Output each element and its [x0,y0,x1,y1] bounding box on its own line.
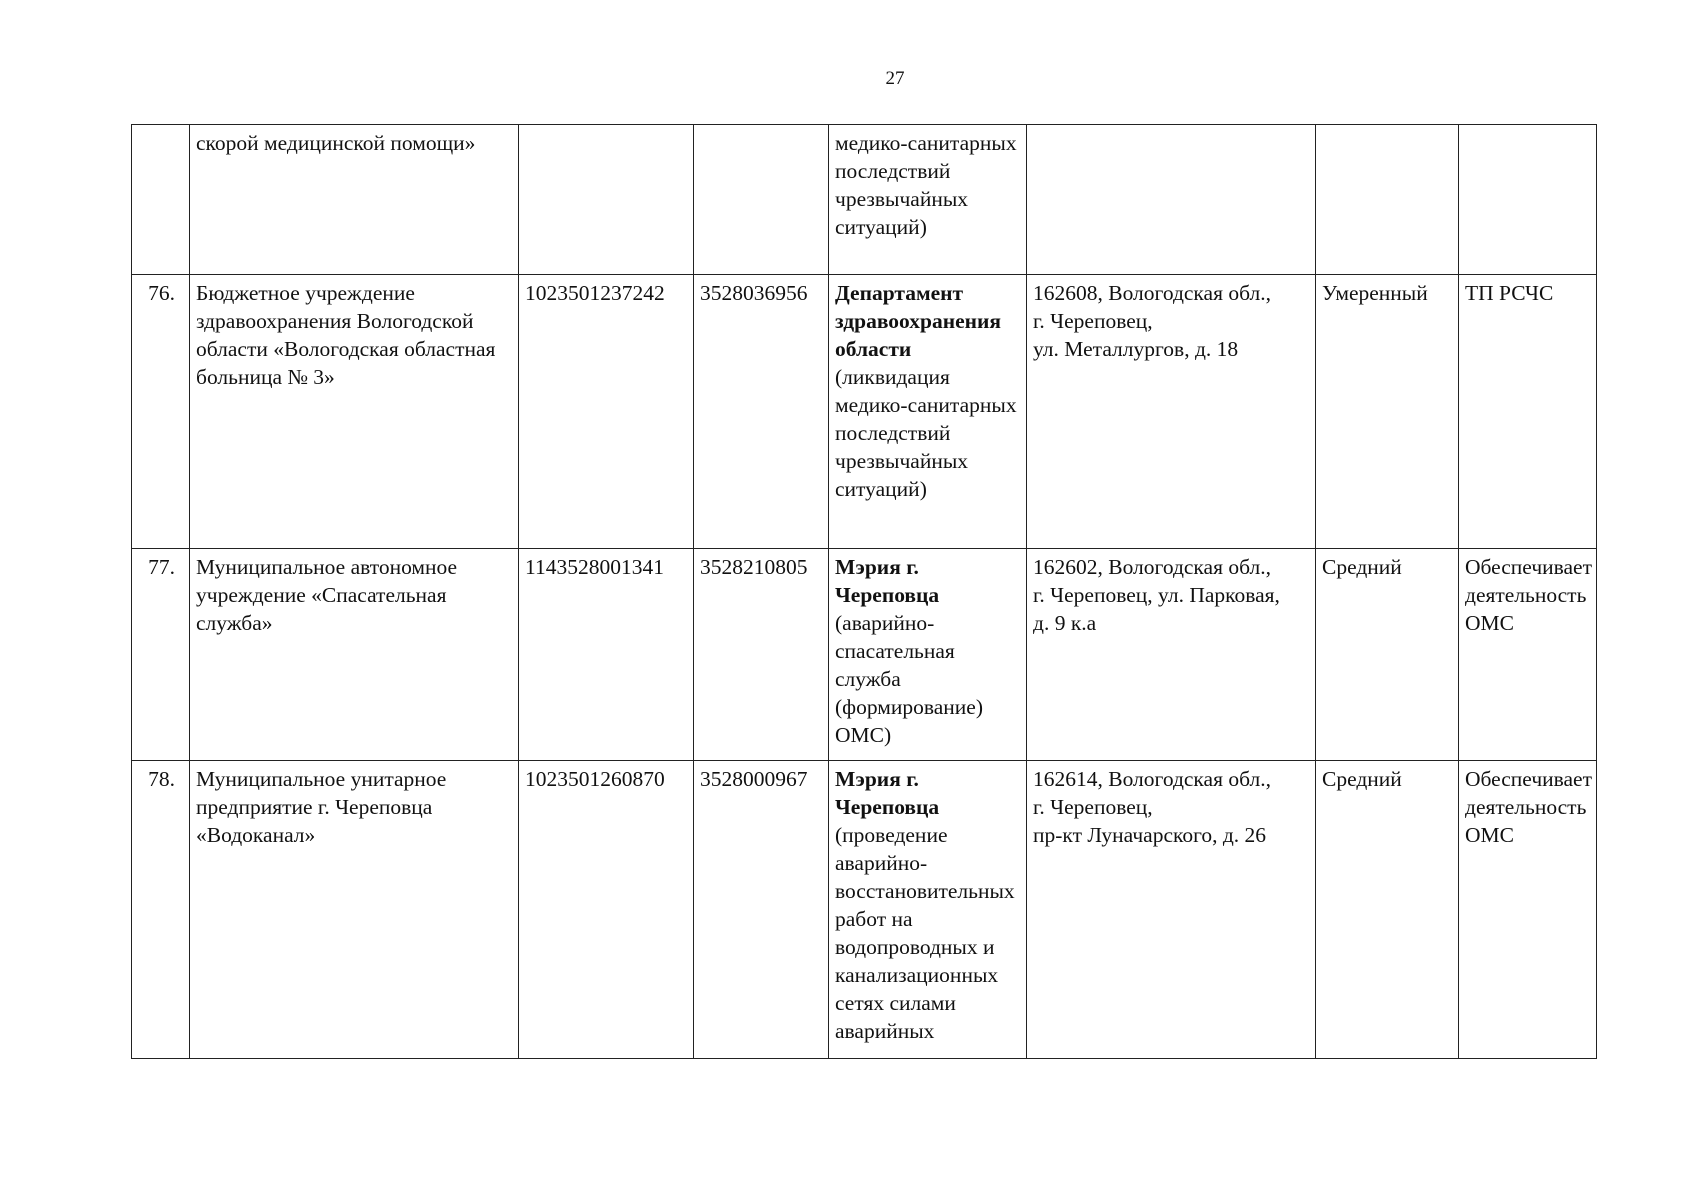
cell-number: 77. [132,549,190,761]
address-line: ул. Металлургов, д. 18 [1033,337,1239,361]
cell-inn: 3528036956 [694,275,829,549]
address-line: г. Череповец, [1033,795,1153,819]
cell-ogrn: 1023501260870 [519,761,694,1059]
cell-number [132,125,190,275]
table-row [132,275,1597,549]
cell-inn: 3528000967 [694,761,829,1059]
department-name: Мэрия г. Череповца [835,555,940,607]
cell-department [829,275,1027,549]
cell-address [1027,275,1316,549]
cell-organization: Бюджетное учреждение здравоохранения Вологодской области «Вологодская областная больница № 3» [190,275,519,549]
department-description: (ликвидация медико-санитарных последствий чрезвычайных ситуаций) [835,365,1017,501]
table-row-continuation [132,125,1597,275]
registry-table [131,124,1597,1059]
address-line: 162614, Вологодская обл., [1033,767,1271,791]
department-name: Департамент здравоохранения области [835,281,1002,361]
cell-department [829,125,1027,275]
department-description: медико-санитарных последствий чрезвычайных ситуаций) [835,131,1017,239]
department-description: (проведение аварийно-восстановительных работ на водопроводных и канализационных сетях силами аварийных [835,823,1015,1043]
cell-role: ТП РСЧС [1459,275,1597,549]
cell-inn [694,125,829,275]
cell-role: Обеспечивает деятельность ОМС [1459,549,1597,761]
cell-address [1027,549,1316,761]
address-line: д. 9 к.а [1033,611,1097,635]
cell-address [1027,761,1316,1059]
department-name: Мэрия г. Череповца [835,767,940,819]
cell-ogrn [519,125,694,275]
cell-role [1459,125,1597,275]
table-row [132,761,1597,1059]
cell-organization: Муниципальное автономное учреждение «Спасательная служба» [190,549,519,761]
cell-address [1027,125,1316,275]
address-line: 162608, Вологодская обл., [1033,281,1271,305]
address-line: г. Череповец, ул. Парковая, [1033,583,1280,607]
cell-risk [1316,125,1459,275]
table-row [132,549,1597,761]
cell-department [829,761,1027,1059]
cell-inn: 3528210805 [694,549,829,761]
page-number: 27 [885,68,905,89]
cell-role: Обеспечивает деятельность ОМС [1459,761,1597,1059]
department-description: (аварийно-спасательная служба (формирование) ОМС) [835,611,984,747]
cell-number: 78. [132,761,190,1059]
address-line: пр-кт Луначарского, д. 26 [1033,823,1267,847]
cell-risk: Средний [1316,549,1459,761]
cell-ogrn: 1143528001341 [519,549,694,761]
cell-organization: скорой медицинской помощи» [190,125,519,275]
address-line: г. Череповец, [1033,309,1153,333]
cell-number: 76. [132,275,190,549]
cell-organization: Муниципальное унитарное предприятие г. Череповца «Водоканал» [190,761,519,1059]
cell-department [829,549,1027,761]
cell-ogrn: 1023501237242 [519,275,694,549]
address-line: 162602, Вологодская обл., [1033,555,1271,579]
cell-risk: Умеренный [1316,275,1459,549]
cell-risk: Средний [1316,761,1459,1059]
